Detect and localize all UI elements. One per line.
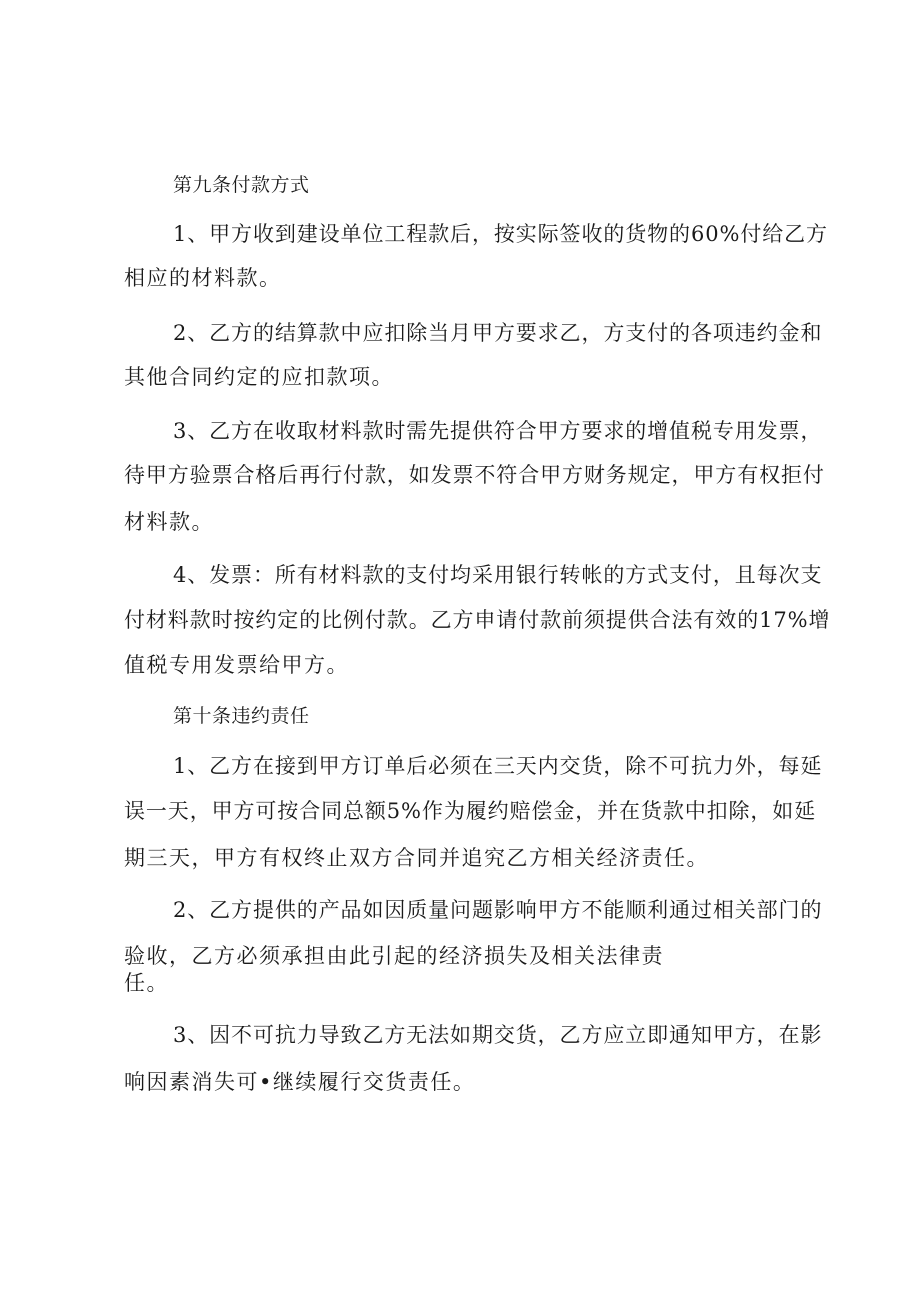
liability-clause-2-line-3: 任。: [124, 971, 169, 995]
liability-clause-1-line-1: 1、乙方在接到甲方订单后必须在三天内交货，除不可抗力外，每延: [173, 754, 823, 778]
liability-clause-3-line-1: 3、因不可抗力导致乙方无法如期交货，乙方应立即通知甲方，在影: [173, 1023, 823, 1047]
liability-clause-1-line-2: 误一天，甲方可按合同总额5%作为履约赔偿金，并在货款中扣除，如延: [124, 799, 817, 823]
liability-clause-2-line-2: 验收，乙方必须承担由此引起的经济损失及相关法律责: [124, 944, 664, 968]
payment-clause-3-line-3: 材料款。: [124, 510, 214, 534]
payment-clause-1-line-2: 相应的材料款。: [124, 266, 282, 290]
payment-clause-4-line-2: 付材料款时按约定的比例付款。乙方申请付款前须提供合法有效的17%增: [124, 608, 831, 632]
section-heading-liability: 第十条违约责任: [173, 705, 310, 727]
payment-clause-4-line-1: 4、发票：所有材料款的支付均采用银行转帐的方式支付，且每次支: [173, 563, 823, 587]
section-heading-payment: 第九条付款方式: [173, 174, 310, 196]
payment-clause-2-line-1: 2、乙方的结算款中应扣除当月甲方要求乙，方支付的各项违约金和: [173, 321, 823, 345]
liability-clause-2-line-1: 2、乙方提供的产品如因质量问题影响甲方不能顺利通过相关部门的: [173, 898, 823, 922]
payment-clause-4-line-3: 值税专用发票给甲方。: [124, 653, 349, 677]
liability-clause-3-line-2: 响因素消失可•继续履行交货责任。: [124, 1070, 476, 1094]
payment-clause-2-line-2: 其他合同约定的应扣款项。: [124, 365, 394, 389]
liability-clause-1-line-3: 期三天，甲方有权终止双方合同并追究乙方相关经济责任。: [124, 846, 709, 870]
payment-clause-1-line-1: 1、甲方收到建设单位工程款后，按实际签收的货物的60%付给乙方: [173, 222, 828, 246]
payment-clause-3-line-2: 待甲方验票合格后再行付款，如发票不符合甲方财务规定，甲方有权拒付: [124, 463, 825, 487]
payment-clause-3-line-1: 3、乙方在收取材料款时需先提供符合甲方要求的增值税专用发票，: [173, 419, 823, 443]
